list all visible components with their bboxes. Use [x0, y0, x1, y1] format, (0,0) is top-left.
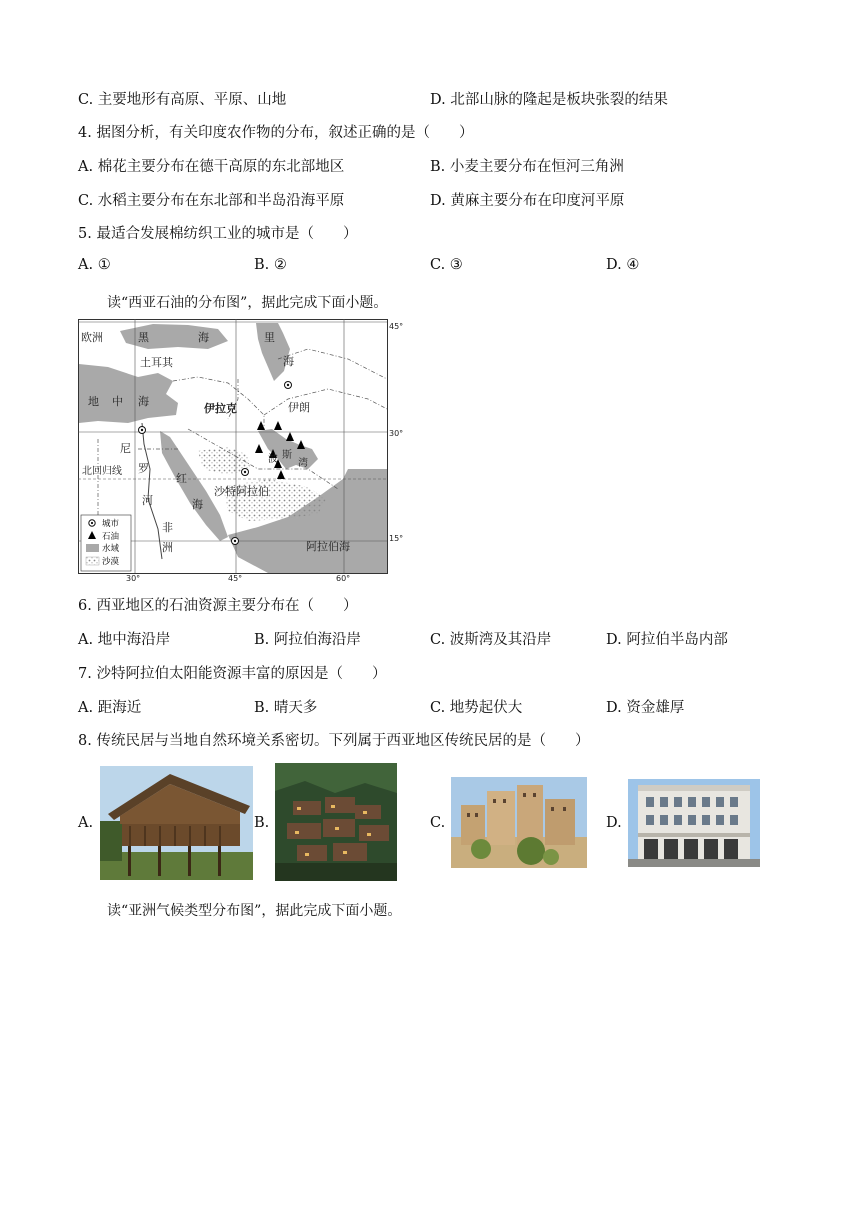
q6-option-c: C. 波斯湾及其沿岸: [430, 632, 552, 648]
label-europe: 欧洲: [81, 331, 103, 344]
q7-option-c: C. 地势起伏大: [430, 700, 523, 716]
label-med-2: 中: [112, 395, 123, 408]
q8-option-d-label: D.: [606, 815, 622, 831]
label-med-3: 海: [138, 395, 149, 408]
q6-option-d: D. 阿拉伯半岛内部: [606, 632, 728, 648]
q8-option-b-label: B.: [254, 815, 270, 831]
tick-lon-30: 30°: [126, 574, 141, 583]
q4-option-b: B. 小麦主要分布在恒河三角洲: [430, 159, 624, 175]
west-asia-oil-map: [78, 319, 409, 583]
label-persian-1: 波: [268, 454, 278, 465]
label-turkey: 土耳其: [140, 356, 173, 369]
label-nile-1: 尼: [120, 442, 131, 455]
label-iraq: 伊拉克: [204, 402, 237, 415]
label-caspian-1: 里: [264, 331, 275, 344]
q8-option-a-label: A.: [78, 815, 94, 831]
tick-lat-15: 15°: [389, 534, 404, 543]
legend-desert: 沙漠: [102, 557, 120, 567]
label-nile-2: 罗: [138, 462, 149, 475]
label-caspian-2: 海: [283, 355, 294, 368]
q7-option-b: B. 晴天多: [254, 700, 318, 716]
q6-option-b: B. 阿拉伯海沿岸: [254, 632, 361, 648]
label-persian-2: 斯: [282, 450, 292, 461]
q5-option-a: A. ①: [78, 257, 111, 273]
label-nile-3: 河: [142, 494, 153, 507]
label-red-sea-2: 海: [192, 498, 203, 511]
tick-lon-60: 60°: [336, 574, 351, 583]
q4-option-a: A. 棉花主要分布在德干高原的东北部地区: [78, 159, 345, 175]
legend-water: 水域: [102, 544, 120, 554]
q3-option-c: C. 主要地形有高原、平原、山地: [78, 92, 287, 108]
photo-arcade-building: [628, 779, 760, 867]
q5-option-d: D. ④: [606, 257, 640, 273]
legend-oil: 石油: [102, 532, 120, 542]
climate-map-intro: 读“亚洲气候类型分布图”，据此完成下面小题。: [107, 903, 402, 919]
q5-option-b: B. ②: [254, 257, 287, 273]
q5-stem: 5. 最适合发展棉纺织工业的城市是（ ）: [78, 226, 358, 242]
label-iran: 伊朗: [288, 401, 310, 414]
legend-city: 城市: [102, 519, 120, 529]
label-med-1: 地: [88, 395, 99, 408]
q8-stem: 8. 传统民居与当地自然环境关系密切。下列属于西亚地区传统民居的是（ ）: [78, 733, 590, 749]
label-black-sea-1: 黑: [138, 331, 149, 344]
photo-stilt-house: [100, 766, 253, 880]
label-saudi: 沙特阿拉伯: [214, 485, 269, 498]
label-africa-1: 非: [162, 521, 173, 534]
tick-lat-30: 30°: [389, 429, 404, 438]
label-tropic: 北回归线: [82, 466, 122, 477]
q4-stem: 4. 据图分析，有关印度农作物的分布，叙述正确的是（ ）: [78, 125, 474, 141]
map-legend: [81, 515, 131, 571]
q6-option-a: A. 地中海沿岸: [78, 632, 171, 648]
label-arabian-sea: 阿拉伯海: [306, 540, 350, 553]
label-black-sea-2: 海: [198, 331, 209, 344]
photo-mud-tower-houses: [451, 777, 587, 868]
photo-hillside-village: [275, 763, 397, 881]
q8-option-c-label: C.: [430, 815, 446, 831]
q4-option-c: C. 水稻主要分布在东北部和半岛沿海平原: [78, 193, 345, 209]
q5-option-c: C. ③: [430, 257, 463, 273]
q7-option-d: D. 资金雄厚: [606, 700, 685, 716]
label-persian-3: 湾: [298, 458, 308, 469]
label-africa-2: 洲: [162, 541, 173, 554]
tick-lat-45: 45°: [389, 322, 404, 331]
q3-option-d: D. 北部山脉的隆起是板块张裂的结果: [430, 92, 668, 108]
tick-lon-45: 45°: [228, 574, 243, 583]
q4-option-d: D. 黄麻主要分布在印度河平原: [430, 193, 625, 209]
q6-stem: 6. 西亚地区的石油资源主要分布在（ ）: [78, 598, 358, 614]
q7-stem: 7. 沙特阿拉伯太阳能资源丰富的原因是（ ）: [78, 666, 387, 682]
label-red-sea-1: 红: [176, 472, 187, 485]
q7-option-a: A. 距海近: [78, 700, 142, 716]
map-intro: 读“西亚石油的分布图”，据此完成下面小题。: [107, 295, 388, 311]
